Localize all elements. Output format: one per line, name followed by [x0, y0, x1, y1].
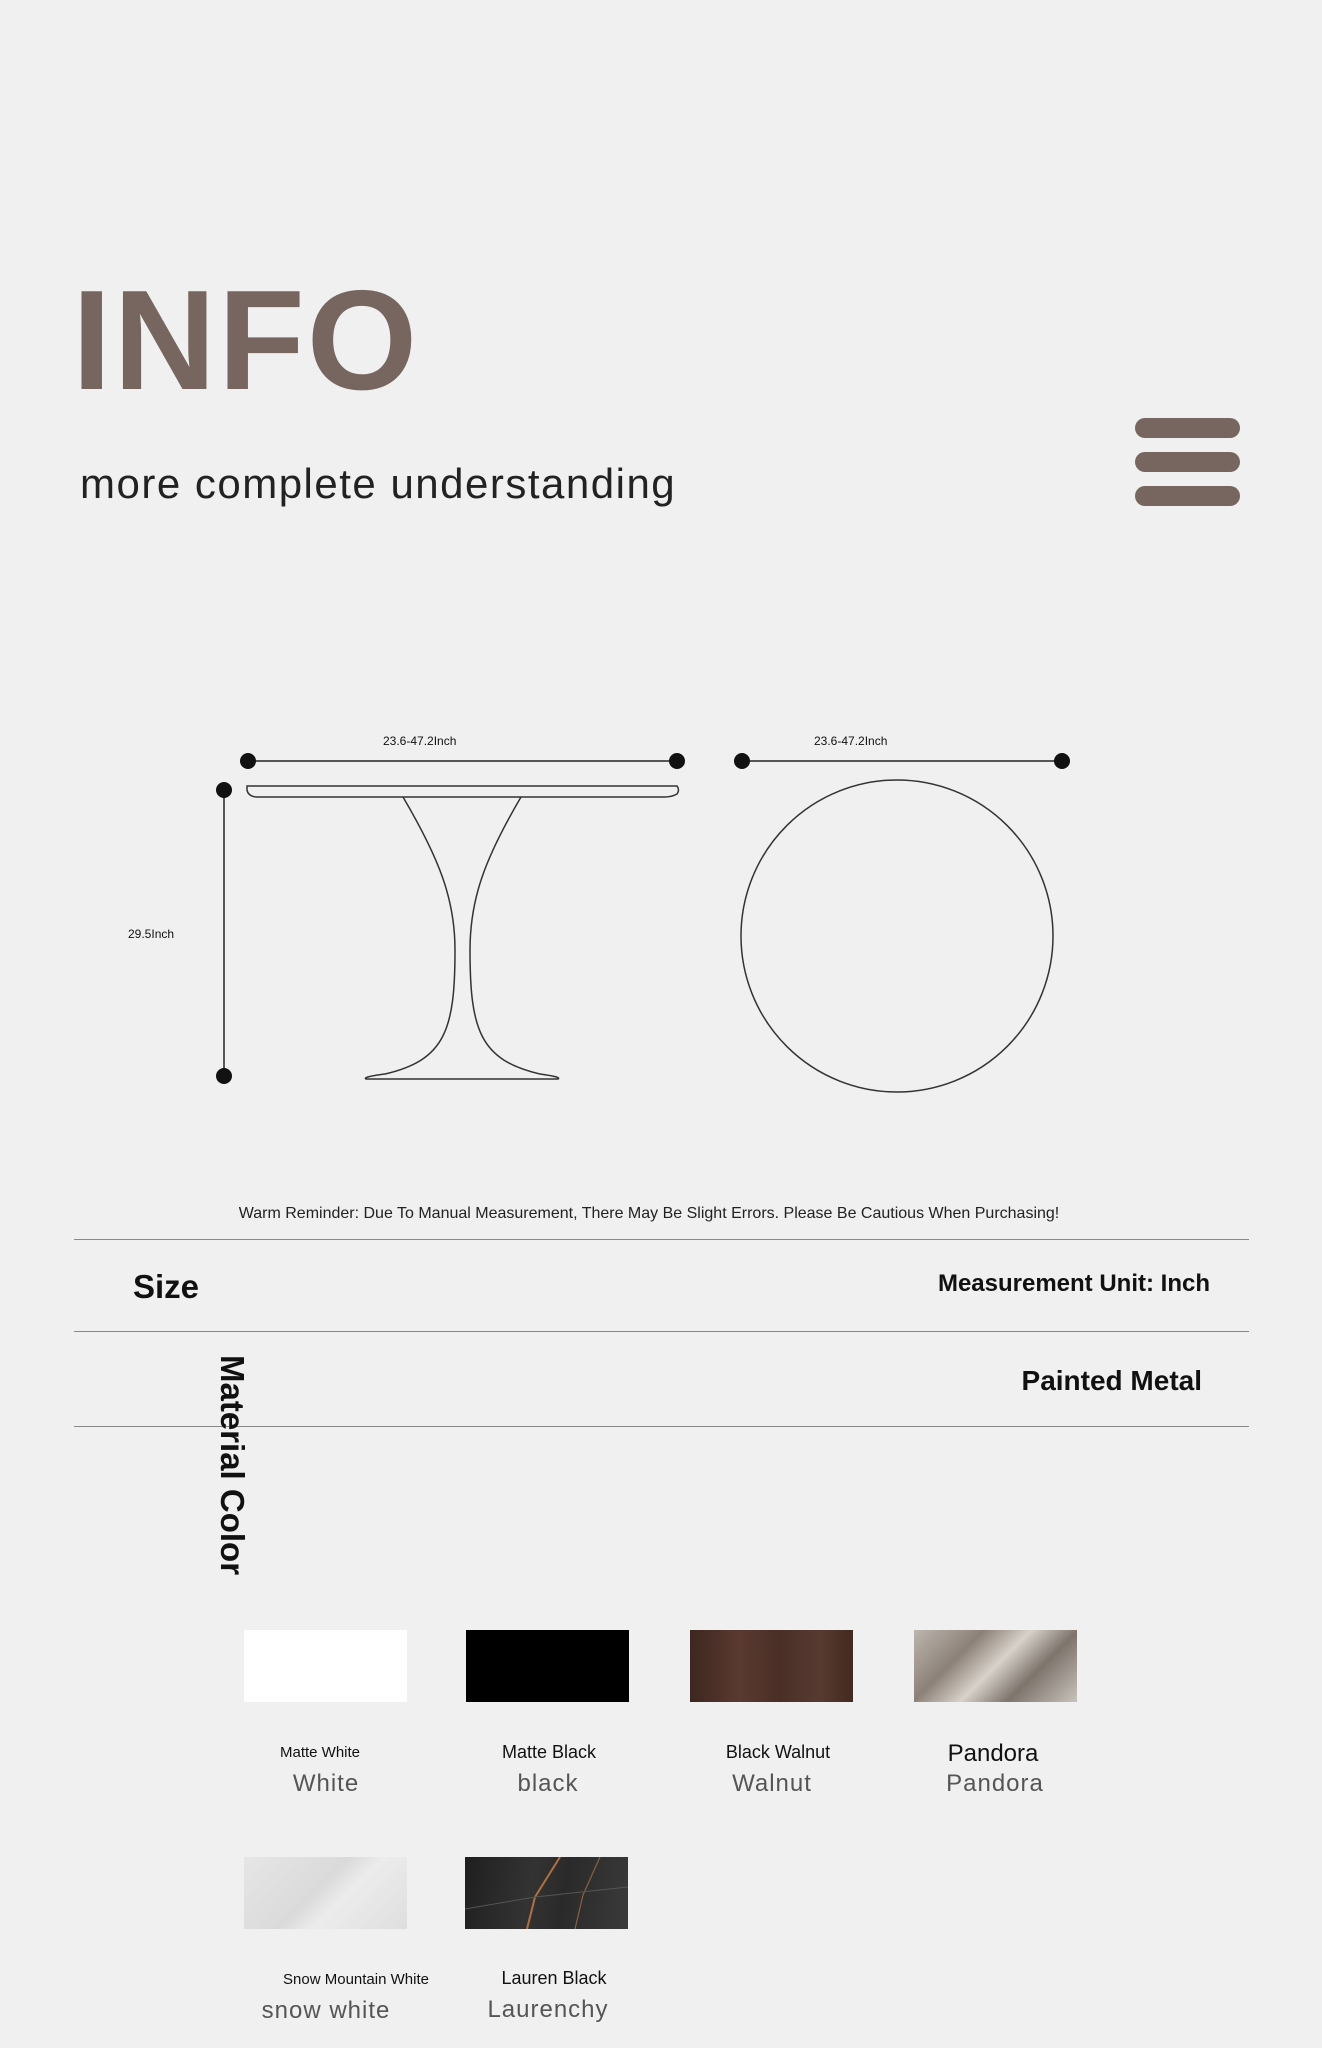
swatch-ghost-label: Pandora: [946, 1770, 1044, 1797]
table-side-view: [247, 786, 679, 1079]
swatch-label: Black Walnut: [725, 1742, 831, 1762]
swatch-matte-black[interactable]: [466, 1630, 629, 1702]
swatch-matte-white[interactable]: [244, 1630, 407, 1702]
swatch-ghost-label: White: [292, 1770, 360, 1797]
side-width-dimension-line: [240, 753, 685, 769]
swatch-pandora[interactable]: [914, 1630, 1077, 1702]
measurement-unit: Measurement Unit: Inch: [937, 1270, 1210, 1297]
divider: [74, 1239, 1249, 1240]
material-value: Painted Metal: [1021, 1365, 1202, 1396]
table-top-view: [741, 780, 1053, 1092]
swatch-ghost-label: black: [517, 1770, 579, 1797]
page-title: INFO: [72, 261, 420, 420]
swatch-label: Matte Black: [501, 1742, 597, 1762]
swatch-label: Lauren Black: [501, 1968, 607, 1988]
side-width-label: 23.6-47.2Inch: [383, 734, 457, 748]
swatch-label: Snow Mountain White: [283, 1971, 429, 1988]
height-dimension-line: [216, 782, 232, 1084]
swatch-snow-mountain-white[interactable]: [244, 1857, 407, 1929]
top-width-dimension-line: [734, 753, 1070, 769]
swatch-ghost-label: Walnut: [732, 1770, 812, 1797]
swatch-ghost-label: snow white: [261, 1997, 391, 2024]
swatch-lauren-black[interactable]: [465, 1857, 628, 1929]
size-heading: Size: [133, 1268, 200, 1305]
swatch-black-walnut[interactable]: [690, 1630, 853, 1702]
swatch-label: Matte White: [279, 1744, 361, 1761]
marble-vein-pattern: [465, 1857, 628, 1929]
divider: [74, 1331, 1249, 1332]
warm-reminder: Warm Reminder: Due To Manual Measurement, There May Be Slight Errors. Please Be Cautious When Purchasing!: [238, 1205, 1060, 1222]
material-color-heading: Material Color: [214, 1355, 251, 1576]
swatch-ghost-label: Laurenchy: [487, 1996, 609, 2023]
swatch-label: Pandora: [947, 1740, 1039, 1767]
height-label: 29.5Inch: [128, 927, 175, 941]
page-subtitle: more complete understanding: [80, 460, 677, 507]
top-width-label: 23.6-47.2Inch: [814, 734, 888, 748]
